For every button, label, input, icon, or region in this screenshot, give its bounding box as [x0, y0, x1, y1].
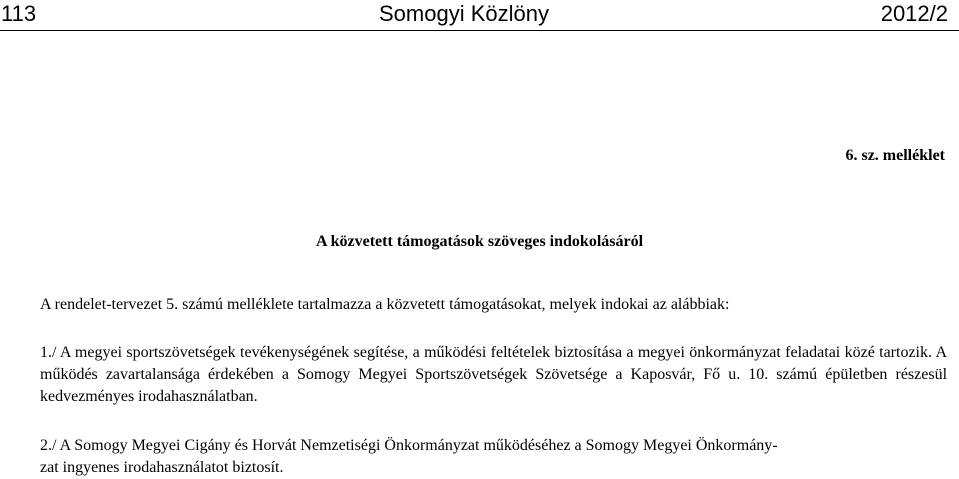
page-header [0, 0, 959, 31]
item-1-line-2: feladatai közé tartozik. A működés zavartalansága érdekében a Somogy Megyei Sportszövetségek Szövetsége a [40, 344, 948, 383]
annex-label: 6. sz. melléklet [845, 147, 945, 164]
item-paragraph-1 [40, 342, 947, 408]
item-2-line-2: zat ingyenes irodahasználatot biztosít. [40, 459, 284, 476]
document-title: A közvetett támogatások szöveges indokolásáról [315, 233, 644, 250]
item-2-line-1: 2./ A Somogy Megyei Cigány és Horvát Nemzetiségi Önkormányzat működéséhez a Somogy Megyei Önkormány- [40, 437, 778, 454]
intro-paragraph: A rendelet-tervezet 5. számú melléklete tartalmazza a közvetett támogatásokat, melyek indokai az alábbiak: [40, 296, 730, 313]
item-paragraph-2 [40, 435, 947, 479]
page-number: 113 [1, 1, 37, 26]
publication-title: Somogyi Közlöny [379, 1, 549, 26]
item-1-line-1: 1./ A megyei sportszövetségek tevékenységének segítése, a működési feltételek biztosítása a megyei önkormányzat [40, 344, 781, 361]
item-1-line-3: Kaposvár, Fő u. 10. számú épületben részesül kedvezményes irodahasználatban. [40, 366, 948, 405]
issue-number: 2012/2 [880, 1, 948, 26]
